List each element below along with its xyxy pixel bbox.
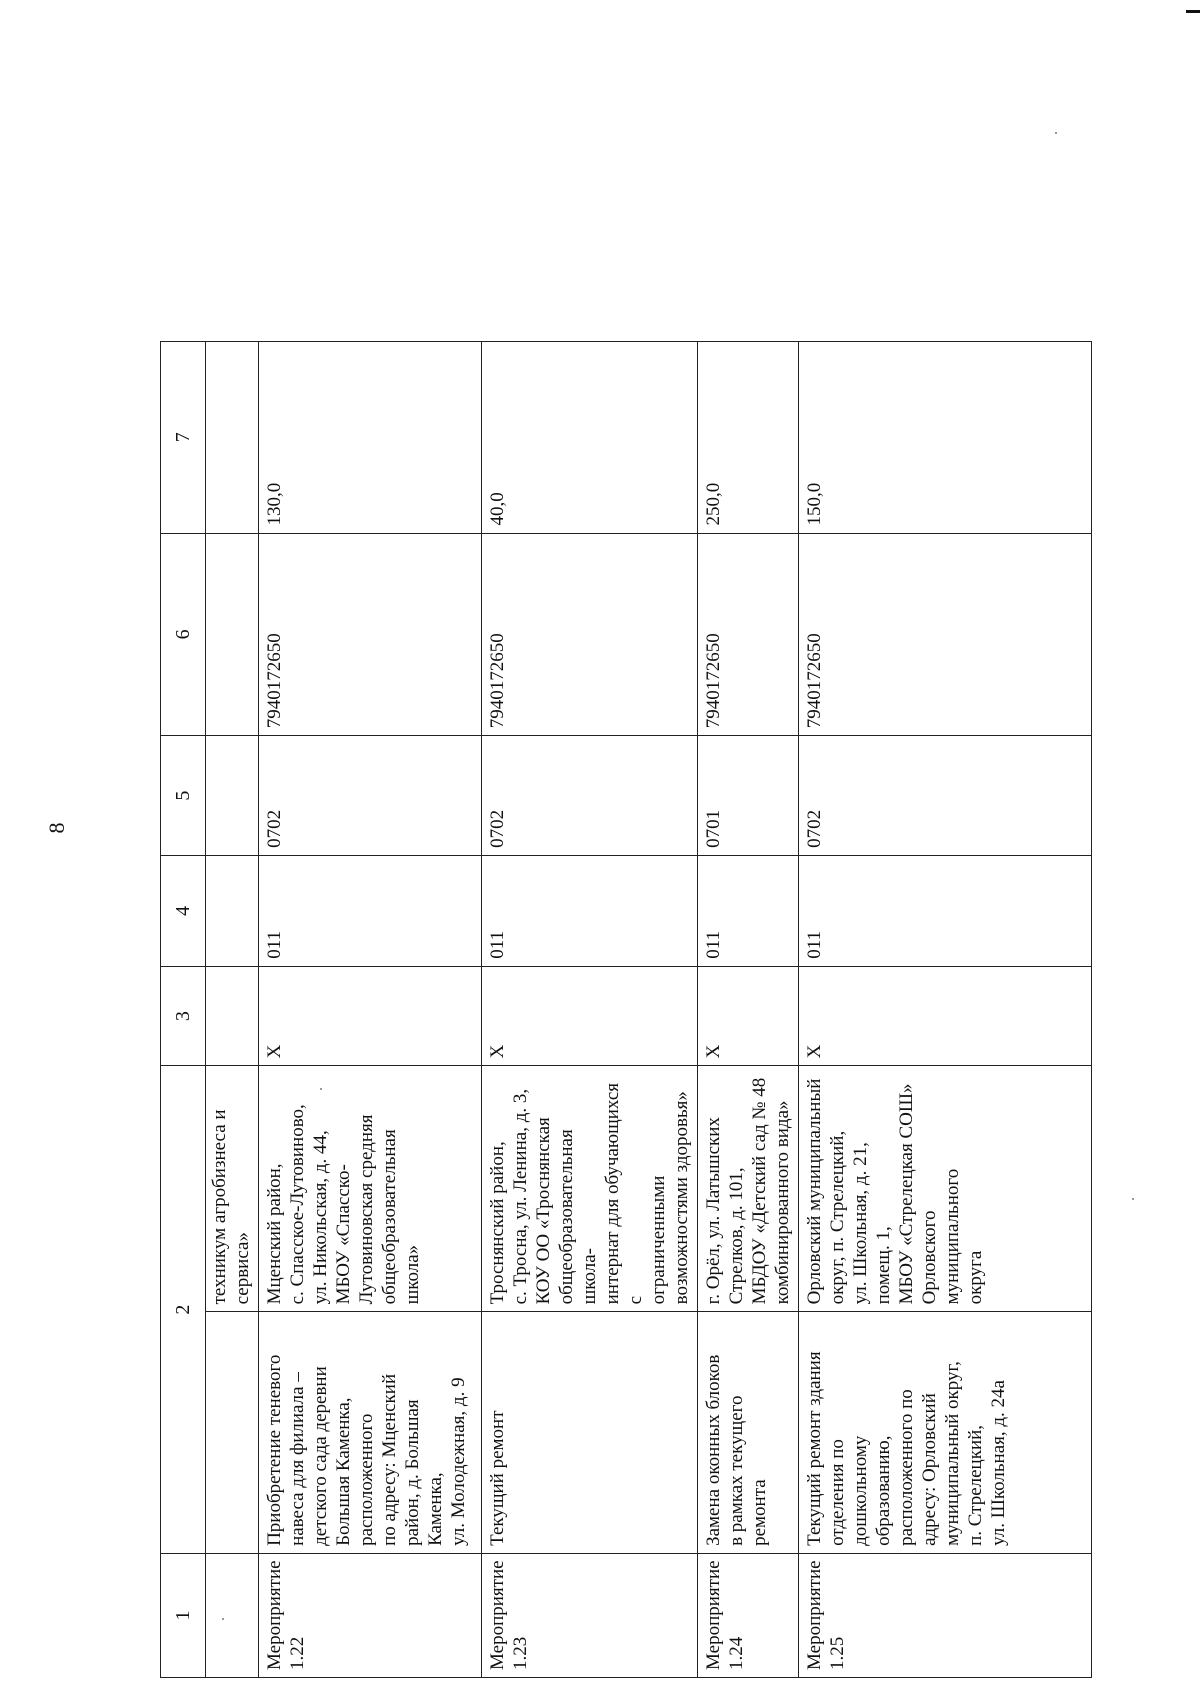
address-cell: Мценский район, с. Спасское-Лутовиново, ул. Никольская, д. 44, МБОУ «Спасско- Лутовиновская средняя общеобразовательная школа» — [259, 1066, 482, 1312]
cont-cell-col7 — [206, 341, 259, 533]
col5-cell: 0702 — [259, 736, 482, 856]
scan-speck — [1132, 1198, 1134, 1200]
description-cell: Текущий ремонт — [482, 1312, 698, 1554]
cont-cell-col4 — [206, 855, 259, 966]
rotated-table-container — [160, 148, 1055, 1678]
col7-cell: 150,0 — [799, 341, 1092, 533]
event-cell: Мероприятие 1.25 — [799, 1553, 1092, 1677]
cont-cell-col6 — [206, 533, 259, 736]
col3-cell: X — [482, 966, 698, 1066]
scan-speck — [1055, 132, 1057, 134]
col6-cell: 7940172650 — [482, 533, 698, 736]
scan-edge-mark — [1186, 10, 1200, 13]
col5-cell: 0701 — [698, 736, 799, 856]
col6-cell: 7940172650 — [259, 533, 482, 736]
description-cell: Приобретение теневого навеса для филиала – детского сада деревни Большая Каменка, расположенного по адресу: Мценский район, д. Большая Каменка, ул. Молодежная, д. 9 — [259, 1312, 482, 1554]
col3-cell: X — [259, 966, 482, 1066]
col7-cell: 250,0 — [698, 341, 799, 533]
header-col-1: 1 — [161, 1553, 206, 1677]
cont-cell-address: техникум агробизнеса и сервиса» — [206, 1066, 259, 1312]
table-row — [482, 149, 698, 1678]
header-col-7: 7 — [161, 341, 206, 533]
scan-speck — [222, 1618, 224, 1620]
table-row — [799, 149, 1092, 1678]
col4-cell: 011 — [799, 855, 1092, 966]
col4-cell: 011 — [482, 855, 698, 966]
col6-cell: 7940172650 — [799, 533, 1092, 736]
table-row — [698, 149, 799, 1678]
header-row — [161, 149, 206, 1678]
address-cell: Орловский муниципальный округ, п. Стрелецкий, ул. Школьная, д. 21, помещ. 1, МБОУ «Стрелецкая СОШ» Орловского муниципального округа — [799, 1066, 1092, 1312]
cont-cell-col3 — [206, 966, 259, 1066]
event-cell: Мероприятие 1.23 — [482, 1553, 698, 1677]
header-col-6: 6 — [161, 533, 206, 736]
col4-cell: 011 — [259, 855, 482, 966]
address-cell: г. Орёл, ул. Латышских Стрелков, д. 101, МБДОУ «Детский сад № 48 комбинированного вида» — [698, 1066, 799, 1312]
address-cell: Троснянский район, с. Тросна, ул. Ленина, д. 3, КОУ ОО «Троснянская общеобразовательная школа- интернат для обучающихся с ограниченными возможностями здоровья» — [482, 1066, 698, 1312]
header-col-5: 5 — [161, 736, 206, 856]
table-row — [259, 149, 482, 1678]
description-cell: Замена оконных блоков в рамках текущего ремонта — [698, 1312, 799, 1554]
col3-cell: X — [698, 966, 799, 1066]
header-col-3: 3 — [161, 966, 206, 1066]
col3-cell: X — [799, 966, 1092, 1066]
cont-cell-description — [206, 1312, 259, 1554]
page-number: 8 — [44, 822, 69, 834]
header-col-2: 2 — [161, 1066, 206, 1554]
description-cell: Текущий ремонт здания отделения по дошкольному образованию, расположенного по адресу: Орловский муниципальный округ, п. Стрелецкий, ул. Школьная, д. 24а — [799, 1312, 1092, 1554]
scan-speck — [320, 1088, 322, 1090]
event-cell: Мероприятие 1.24 — [698, 1553, 799, 1677]
col7-cell: 130,0 — [259, 341, 482, 533]
continuation-row — [206, 149, 259, 1678]
col4-cell: 011 — [698, 855, 799, 966]
col7-cell: 40,0 — [482, 341, 698, 533]
cont-cell-event — [206, 1553, 259, 1677]
col5-cell: 0702 — [799, 736, 1092, 856]
event-cell: Мероприятие 1.22 — [259, 1553, 482, 1677]
budget-events-table — [160, 148, 1092, 1678]
col6-cell: 7940172650 — [698, 533, 799, 736]
col5-cell: 0702 — [482, 736, 698, 856]
header-col-4: 4 — [161, 855, 206, 966]
cont-cell-col5 — [206, 736, 259, 856]
